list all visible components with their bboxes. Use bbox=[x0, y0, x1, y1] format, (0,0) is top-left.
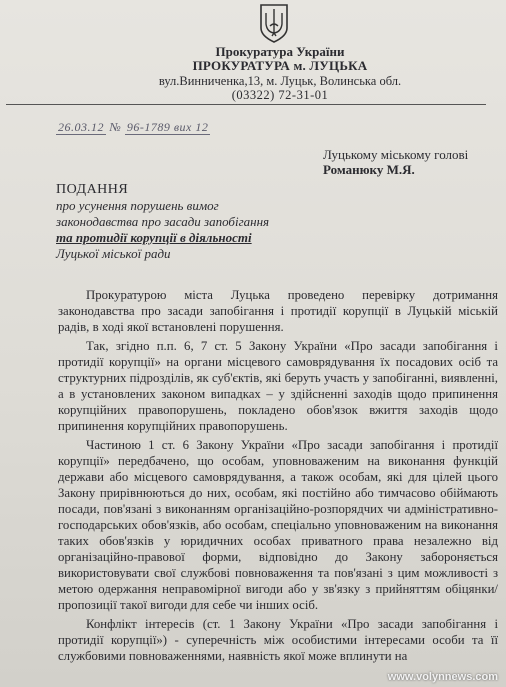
header-divider bbox=[6, 104, 486, 105]
org-address: вул.Винниченка,13, м. Луцьк, Волинська обл. bbox=[158, 74, 402, 88]
body-paragraph: Прокуратурою міста Луцька проведено перевірку дотримання законодавства про засади запобігання і протидії корупції в Луцькій міській радів, в ході якої встановлені порушення. bbox=[58, 288, 498, 334]
registration-date: 26.03.12 bbox=[58, 120, 104, 134]
subject-line-3: та протидії корупції в діяльності bbox=[56, 230, 252, 245]
watermark: www.volynnews.com bbox=[387, 671, 498, 683]
document-body bbox=[58, 287, 498, 667]
subject-line-4: Луцької міської ради bbox=[56, 246, 171, 261]
subject-line-1: про усунення порушень вимог bbox=[56, 198, 219, 213]
org-line-2: ПРОКУРАТУРА м. ЛУЦЬКА bbox=[192, 58, 368, 73]
document-title: ПОДАННЯ bbox=[56, 182, 129, 197]
body-paragraph: Частиною 1 ст. 6 Закону України «Про засади запобігання і протидії корупції» передбачено, що особам, уповноваженим на виконання функцій держави або місцевого самоврядування, а також особам, які для цілей цього Закону прирівнюються до них, особам, які постійно або тимчасово обіймають посади, пов'язані з виконанням організаційно-розпорядчих чи адміністративно-господарських обов'язків, або особам, спеціально уповноваженим на виконання таких обов'язків у юридичних особах приватного права незалежно від організаційно-правової форми, відповідно до Закону забороняється використовувати свої службові повноваження та пов'язані з цим можливості з метою одержання неправомірної вигоди або у зв'язку з прийняттям обіцянки/ пропозиції такої вигоди для себе чи інших осіб. bbox=[58, 438, 498, 612]
trident-emblem-icon bbox=[258, 2, 290, 44]
registration-number-value: 96-1789 вих 12 bbox=[126, 120, 209, 134]
recipient-line-1: Луцькому міському голові bbox=[323, 147, 469, 162]
registration-number bbox=[56, 120, 210, 135]
body-paragraph: Конфлікт інтересів (ст. 1 Закону України «Про засади запобігання і протидії корупції») - суперечність між особистими інтересами особи та її службовими повноваженнями, наявність якої може вплинути на bbox=[58, 617, 498, 663]
org-phone: (03322) 72-31-01 bbox=[231, 88, 329, 102]
body-paragraph: Так, згідно п.п. 6, 7 ст. 5 Закону України «Про засади запобігання і протидії корупції» на органи місцевого самоврядування їх посадових осіб та структурних підрозділів, як суб'єктів, які беруть участь у запобіганні, виявленні, а в установлених законом випадках – у здійсненні заходів щодо припинення корупційних правопорушень, покладено обов'язок вжиття заходів щодо припинення корупційних правопорушень. bbox=[58, 339, 498, 433]
org-line-1: Прокуратура України bbox=[215, 44, 345, 59]
recipient-line-2: Романюку М.Я. bbox=[323, 162, 415, 177]
registration-number-sign: № bbox=[109, 120, 122, 134]
subject-line-2: законодавства про засади запобігання bbox=[56, 214, 270, 229]
